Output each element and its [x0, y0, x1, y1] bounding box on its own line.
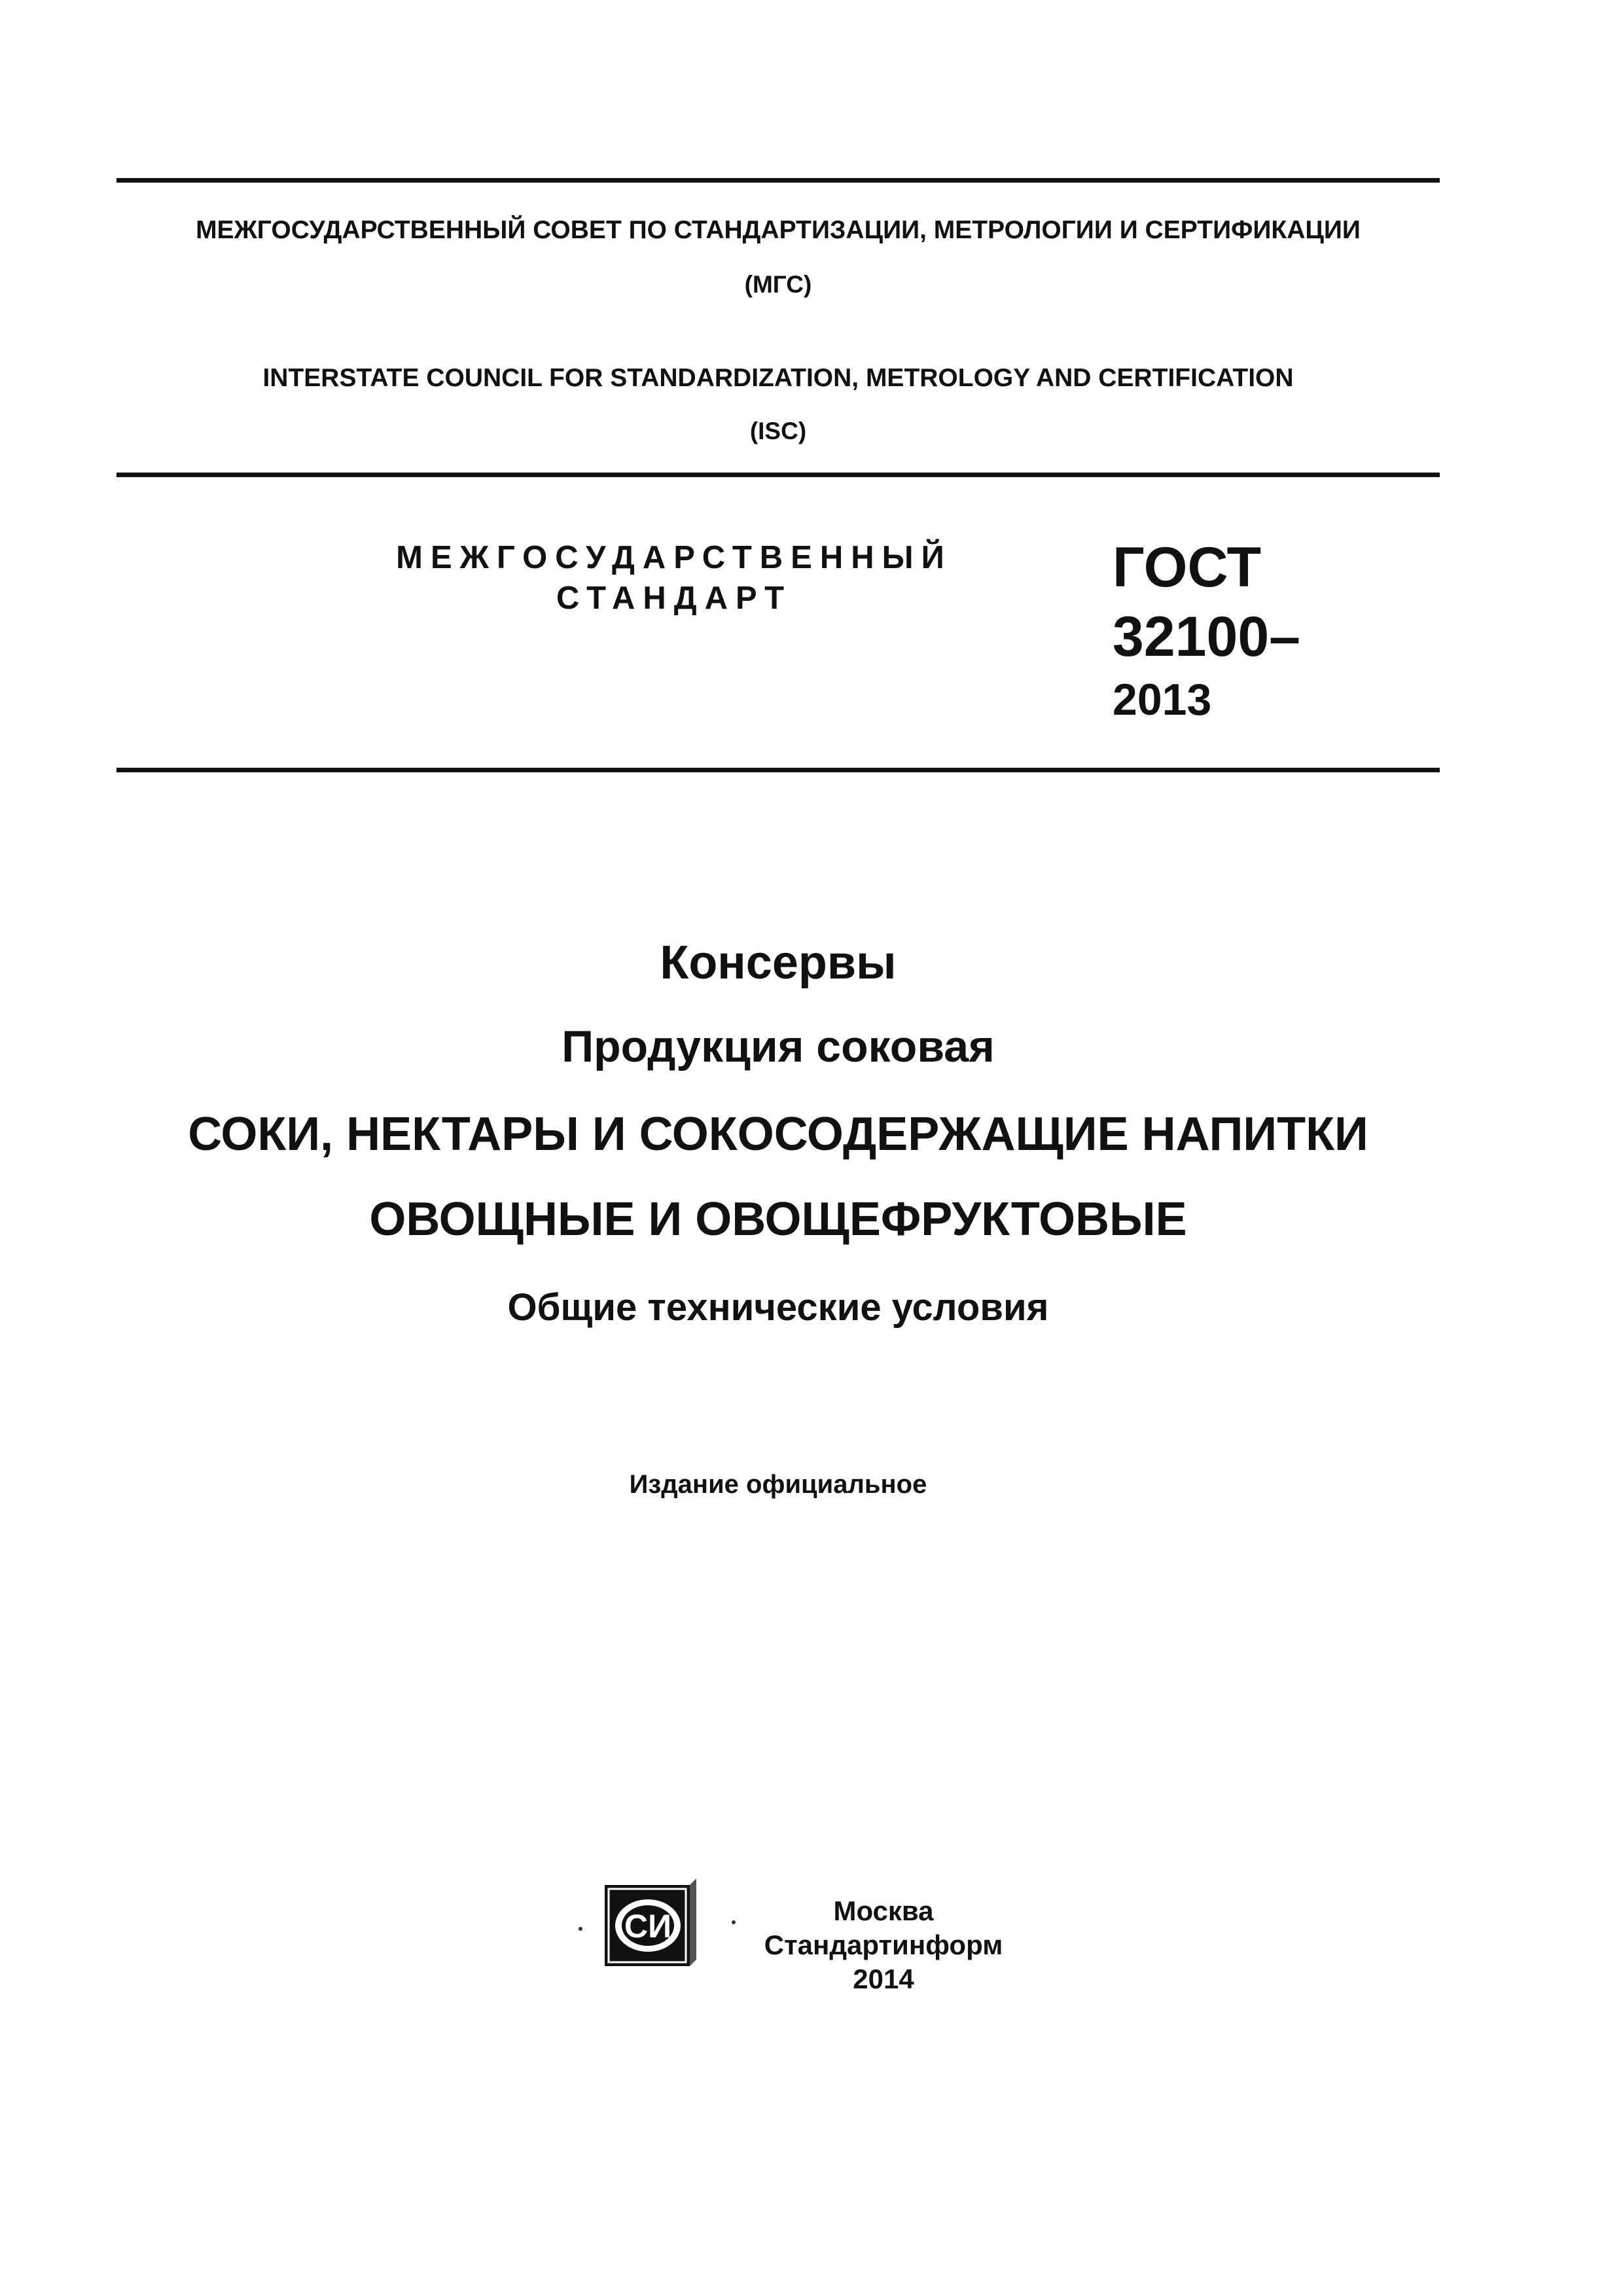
gost-label: ГОСТ: [1113, 536, 1262, 599]
title-line-1: Консервы: [660, 937, 897, 989]
standartinform-logo-icon: [601, 1876, 699, 1974]
publisher-city: Москва: [833, 1895, 934, 1926]
title-line-4: ОВОЩНЫЕ И ОВОЩЕФРУКТОВЫЕ: [369, 1193, 1187, 1246]
council-name-ru: МЕЖГОСУДАРСТВЕННЫЙ СОВЕТ ПО СТАНДАРТИЗАЦИИ, МЕТРОЛОГИИ И СЕРТИФИКАЦИИ: [196, 216, 1361, 244]
standard-type-line1: МЕЖГОСУДАРСТВЕННЫЙ: [396, 540, 952, 575]
edition-note: Издание официальное: [629, 1470, 927, 1499]
title-line-5: Общие технические условия: [507, 1286, 1049, 1329]
standard-type-line2: СТАНДАРТ: [556, 581, 793, 616]
council-abbr-ru: (МГС): [744, 271, 812, 298]
title-line-2: Продукция соковая: [562, 1022, 995, 1071]
council-name-en: INTERSTATE COUNCIL FOR STANDARDIZATION, METROLOGY AND CERTIFICATION: [262, 364, 1294, 392]
top-rule: [116, 178, 1440, 183]
logo-dot-left: [579, 1927, 582, 1931]
standard-bottom-rule: [116, 768, 1440, 772]
publisher-year: 2014: [853, 1964, 914, 1994]
gost-number: 32100–: [1113, 605, 1300, 668]
title-line-3: СОКИ, НЕКТАРЫ И СОКОСОДЕРЖАЩИЕ НАПИТКИ: [188, 1108, 1368, 1160]
svg-text:СИ: СИ: [624, 1908, 672, 1945]
publisher-name: Стандартинформ: [764, 1929, 1003, 1960]
council-abbr-en: (ISC): [749, 418, 807, 444]
gost-year: 2013: [1113, 675, 1212, 725]
header-bottom-rule: [116, 473, 1440, 477]
